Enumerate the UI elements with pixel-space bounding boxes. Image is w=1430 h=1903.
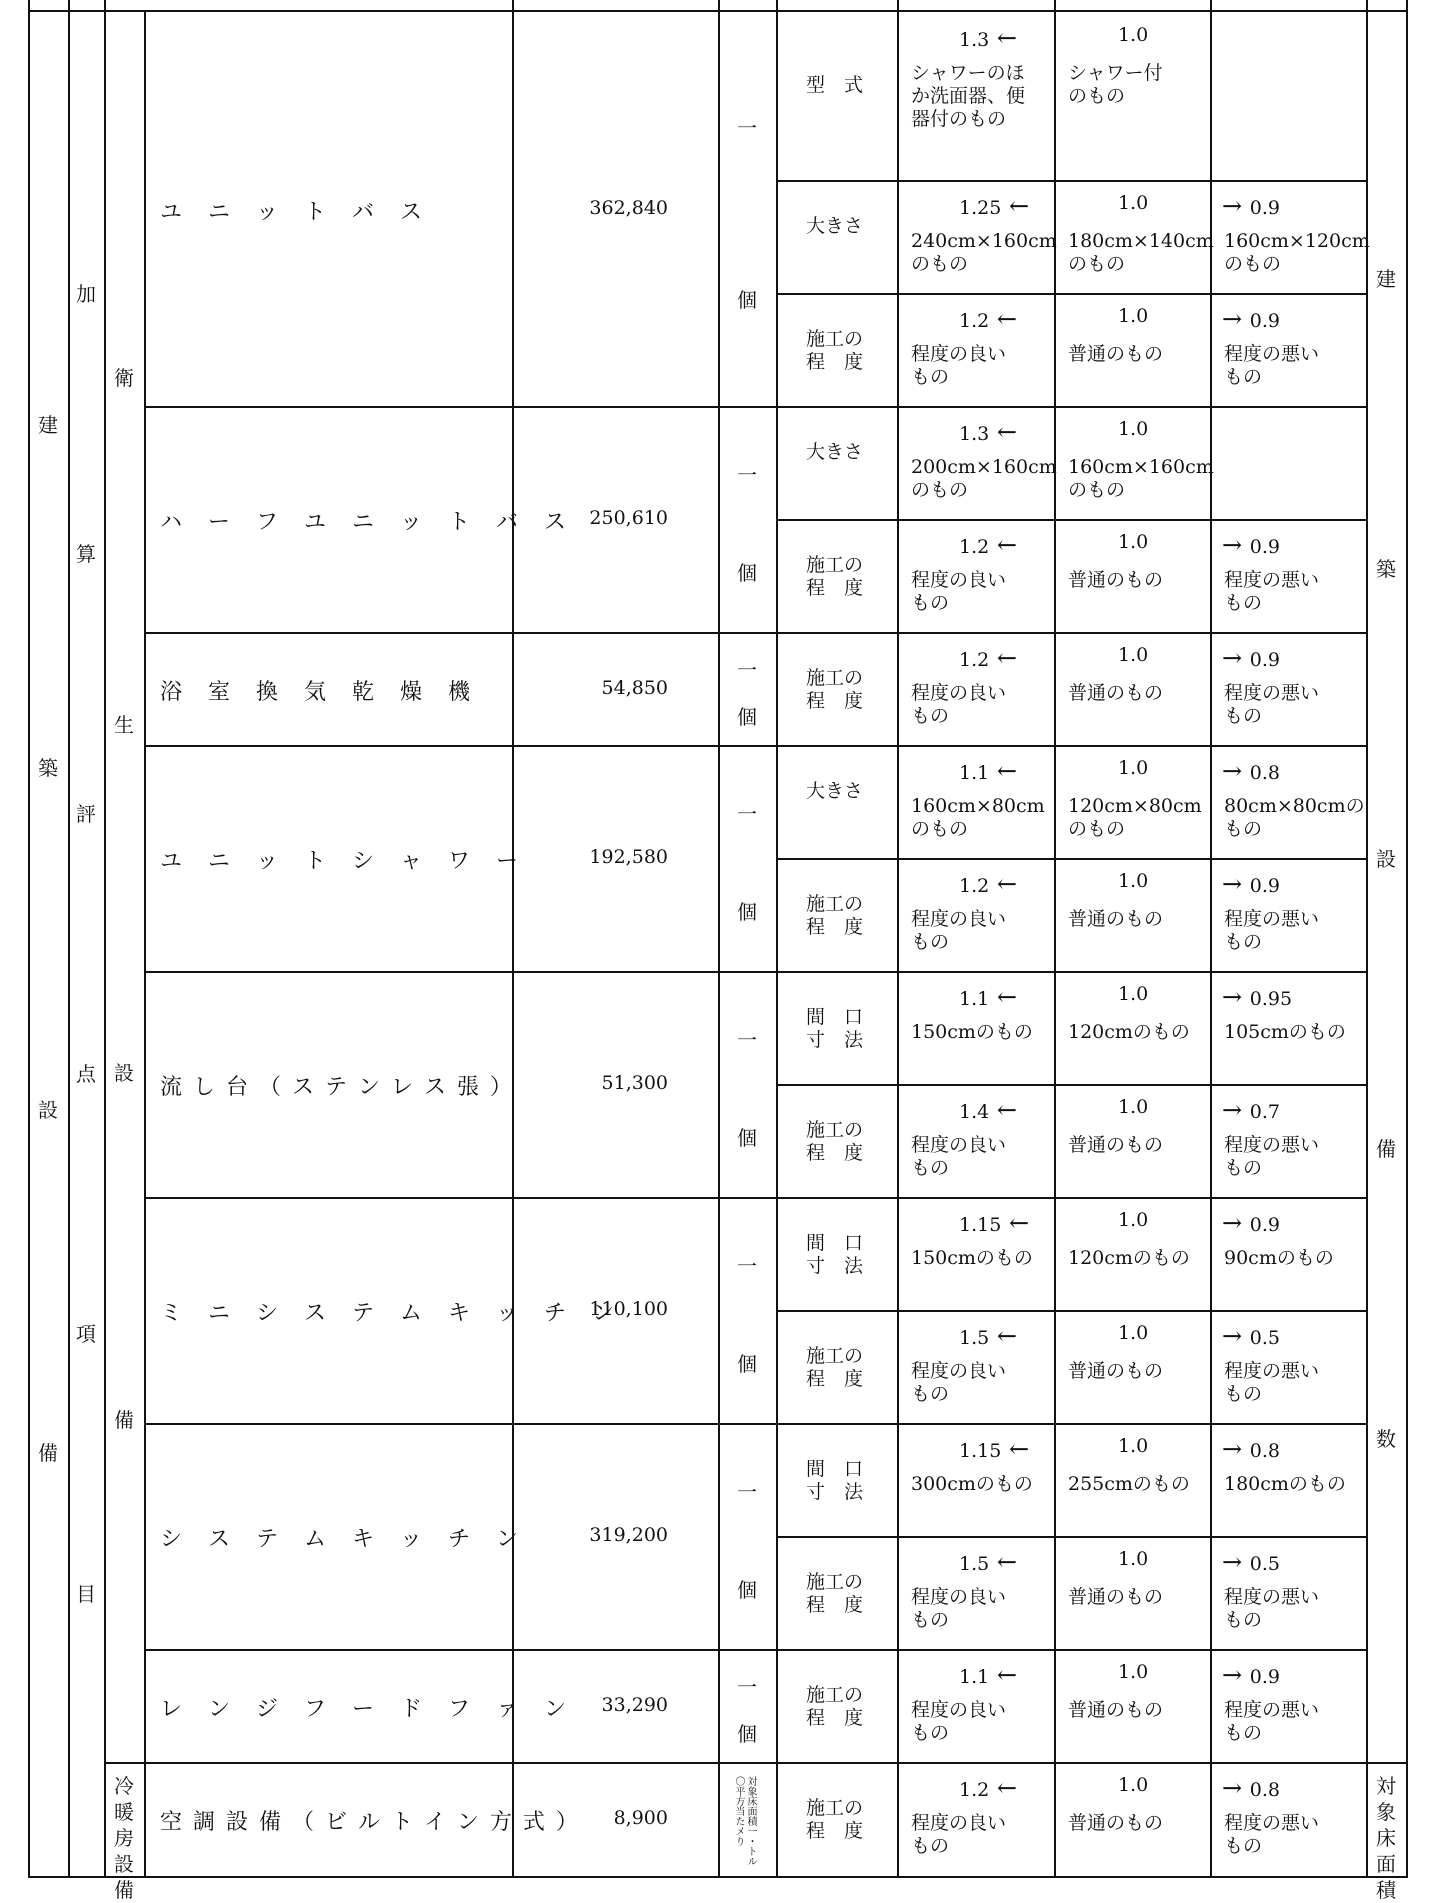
unit-basis-char: 象 [1376, 1800, 1396, 1824]
coef-low: → 0.7 [1222, 1096, 1280, 1124]
factor-label: 施工の 程 度 [806, 1570, 864, 1616]
mid-label-char: 点 [76, 1062, 96, 1086]
grid-line [776, 1310, 1368, 1312]
coef-high: 1.5 ← [959, 1548, 1017, 1576]
grid-line [776, 1084, 1368, 1086]
desc-standard: 普通のもの [1068, 1586, 1164, 1608]
desc-high: 程度の良い もの [911, 1699, 1007, 1744]
mid-label-char: 目 [76, 1582, 96, 1606]
desc-standard: 180cm×140cm のもの [1068, 230, 1214, 275]
grid-line [1054, 0, 1056, 12]
category-label-char: 設 [114, 1852, 134, 1876]
category-label-char: 設 [114, 1060, 134, 1085]
desc-low: 程度の悪い もの [1224, 682, 1320, 727]
unit-piece: 個 [737, 1351, 757, 1376]
factor-label: 大きさ [806, 779, 864, 802]
unit-one: 一 [737, 116, 757, 141]
unit-basis-char: 積 [1376, 1878, 1396, 1902]
coef-high: 1.1 ← [959, 983, 1017, 1011]
unit-one: 一 [737, 1028, 757, 1053]
coef-low: → 0.9 [1222, 192, 1280, 220]
item-price: 33,290 [601, 1693, 668, 1716]
category-label-char: 生 [114, 713, 134, 738]
desc-standard: 普通のもの [1068, 1699, 1164, 1721]
item-price: 362,840 [589, 197, 668, 219]
desc-standard: 普通のもの [1068, 682, 1164, 704]
coef-low: → 0.9 [1222, 1209, 1280, 1237]
desc-standard: 普通のもの [1068, 343, 1164, 365]
grid-line [104, 0, 106, 1878]
item-price: 110,100 [589, 1298, 668, 1320]
coef-low: → 0.8 [1222, 1435, 1280, 1463]
coef-low: → 0.9 [1222, 1661, 1280, 1689]
coef-standard: 1.0 [1118, 644, 1149, 666]
unit-one: 一 [737, 1480, 757, 1505]
outer-label-char: 建 [38, 413, 58, 438]
item-name: ユ ニ ッ ト バ ス [160, 200, 425, 225]
desc-high: 300cmのもの [911, 1473, 1033, 1495]
factor-label: 施工の 程 度 [806, 1118, 864, 1164]
outer-label-char: 設 [38, 1098, 58, 1123]
desc-high: 150cmのもの [911, 1021, 1033, 1043]
grid-line [144, 1423, 1368, 1425]
coef-high: 1.3 ← [959, 24, 1017, 52]
grid-line [776, 180, 1368, 182]
grid-line [1366, 1762, 1408, 1764]
unit-basis-char: 建 [1376, 267, 1396, 291]
factor-label: 施工の 程 度 [806, 1797, 864, 1842]
unit-basis-char: 築 [1376, 557, 1396, 581]
coef-high: 1.25 ← [959, 192, 1029, 220]
grid-line [1210, 12, 1212, 1876]
unit-piece: 個 [737, 1722, 757, 1747]
grid-line [144, 745, 1368, 747]
coef-high: 1.1 ← [959, 1661, 1017, 1689]
outer-label-char: 備 [38, 1440, 58, 1465]
coef-standard: 1.0 [1118, 531, 1149, 553]
desc-high: 160cm×80cm のもの [911, 795, 1045, 840]
category-label-char: 冷 [114, 1774, 134, 1798]
mid-label-char: 加 [76, 282, 96, 306]
desc-low: 80cm×80cmの もの [1224, 795, 1365, 840]
item-name: シ ス テ ム キ ッ チ ン [160, 1527, 521, 1552]
outer-label-char: 築 [38, 755, 58, 780]
item-price: 8,900 [613, 1807, 668, 1829]
desc-standard: 普通のもの [1068, 908, 1164, 930]
category-label-char: 衛 [114, 365, 134, 390]
desc-low: 程度の悪い もの [1224, 1360, 1320, 1405]
grid-line [1210, 0, 1212, 12]
factor-label: 施工の 程 度 [806, 327, 864, 373]
coef-high: 1.15 ← [959, 1209, 1029, 1237]
unit-one: 一 [737, 657, 757, 682]
coef-standard: 1.0 [1118, 757, 1149, 779]
unit-one: 一 [737, 1674, 757, 1699]
desc-high: 程度の良い もの [911, 569, 1007, 614]
desc-standard: シャワー付 のもの [1068, 62, 1163, 107]
desc-low: 程度の悪い もの [1224, 1812, 1320, 1857]
unit-piece: 個 [737, 560, 757, 585]
grid-line [897, 0, 899, 12]
factor-label: 間 口 寸 法 [806, 1005, 864, 1051]
grid-line [28, 0, 30, 1878]
unit-basis-char: 備 [1376, 1137, 1396, 1161]
unit-basis-char: 設 [1376, 847, 1396, 871]
coef-standard: 1.0 [1118, 24, 1149, 46]
coef-low: → 0.5 [1222, 1322, 1280, 1350]
unit-one: 一 [737, 463, 757, 488]
coef-high: 1.2 ← [959, 531, 1017, 559]
grid-line [1406, 0, 1408, 1878]
coef-standard: 1.0 [1118, 1774, 1149, 1796]
grid-line [776, 0, 778, 12]
coef-standard: 1.0 [1118, 1435, 1149, 1457]
desc-high: 程度の良い もの [911, 1360, 1007, 1405]
desc-standard: 普通のもの [1068, 569, 1164, 591]
grid-line [897, 12, 899, 1876]
coef-high: 1.3 ← [959, 418, 1017, 446]
coef-high: 1.2 ← [959, 644, 1017, 672]
desc-high: 240cm×160cm のもの [911, 230, 1057, 275]
factor-label: 施工の 程 度 [806, 666, 864, 712]
desc-high: 程度の良い もの [911, 908, 1007, 953]
item-price: 54,850 [601, 676, 668, 699]
coef-standard: 1.0 [1118, 870, 1149, 892]
coef-high: 1.5 ← [959, 1322, 1017, 1350]
desc-standard: 255cmのもの [1068, 1473, 1190, 1495]
desc-standard: 普通のもの [1068, 1134, 1164, 1156]
coef-low: → 0.9 [1222, 305, 1280, 333]
grid-line [144, 971, 1368, 973]
factor-label: 施工の 程 度 [806, 1683, 864, 1729]
item-price: 319,200 [589, 1524, 668, 1546]
mid-label-char: 評 [76, 802, 96, 826]
factor-label: 間 口 寸 法 [806, 1457, 864, 1503]
coef-high: 1.2 ← [959, 305, 1017, 333]
item-price: 51,300 [601, 1072, 668, 1094]
coef-low: → 0.8 [1222, 757, 1280, 785]
coef-high: 1.15 ← [959, 1435, 1029, 1463]
grid-line [776, 293, 1368, 295]
desc-standard: 普通のもの [1068, 1812, 1164, 1834]
mid-label-char: 項 [76, 1322, 96, 1346]
item-name: ユ ニ ッ ト シ ャ ワ ー [160, 849, 521, 874]
category-label-char: 暖 [114, 1800, 134, 1824]
desc-low: 程度の悪い もの [1224, 1586, 1320, 1631]
grid-line [144, 1876, 1368, 1878]
category-label-char: 備 [114, 1878, 134, 1902]
coef-high: 1.4 ← [959, 1096, 1017, 1124]
grid-line [1054, 12, 1056, 1876]
desc-low: 程度の悪い もの [1224, 1134, 1320, 1179]
desc-low: 90cmのもの [1224, 1247, 1334, 1269]
coef-standard: 1.0 [1118, 1661, 1149, 1683]
coef-low: → 0.8 [1222, 1774, 1280, 1802]
coef-standard: 1.0 [1118, 1209, 1149, 1231]
factor-label: 間 口 寸 法 [806, 1231, 864, 1277]
desc-high: 程度の良い もの [911, 1586, 1007, 1631]
coef-low: → 0.5 [1222, 1548, 1280, 1576]
coef-high: 1.2 ← [959, 870, 1017, 898]
factor-label: 施工の 程 度 [806, 553, 864, 599]
grid-line [776, 858, 1368, 860]
unit-piece: 個 [737, 287, 757, 312]
coef-high: 1.2 ← [959, 1774, 1017, 1802]
unit-one: 一 [737, 1254, 757, 1279]
factor-label: 大きさ [806, 214, 864, 237]
grid-line [144, 12, 146, 1876]
grid-line [718, 0, 720, 12]
desc-low: 程度の悪い もの [1224, 343, 1320, 388]
unit-basis-char: 対 [1376, 1774, 1396, 1798]
coef-high: 1.1 ← [959, 757, 1017, 785]
factor-label: 大きさ [806, 440, 864, 463]
desc-standard: 120cmのもの [1068, 1021, 1190, 1043]
unit-piece: 個 [737, 899, 757, 924]
coef-standard: 1.0 [1118, 418, 1149, 440]
item-price: 250,610 [589, 507, 668, 529]
coef-low: → 0.9 [1222, 531, 1280, 559]
grid-line [144, 1762, 1368, 1764]
unit-piece: 個 [737, 705, 757, 730]
grid-line [776, 519, 1368, 521]
coef-standard: 1.0 [1118, 305, 1149, 327]
factor-label: 施工の 程 度 [806, 1344, 864, 1390]
category-label-char: 備 [114, 1408, 134, 1433]
item-name: 浴 室 換 気 乾 燥 機 [160, 679, 473, 705]
item-name: 空 調 設 備 （ ビ ル ト イ ン 方 式 ） [160, 1810, 580, 1835]
grid-line [776, 1536, 1368, 1538]
desc-high: 程度の良い もの [911, 343, 1007, 388]
coef-low: → 0.9 [1222, 644, 1280, 672]
coef-low: → 0.9 [1222, 870, 1280, 898]
desc-high: 200cm×160cm のもの [911, 456, 1057, 501]
item-name: ミ ニ シ ス テ ム キ ッ チ ン [160, 1301, 617, 1326]
grid-line [144, 406, 1368, 408]
unit-small: 対象床面積一・トル〇平方当たメり [733, 1776, 756, 1866]
desc-high: 程度の良い もの [911, 1134, 1007, 1179]
desc-high: 程度の良い もの [911, 682, 1007, 727]
desc-high: 150cmのもの [911, 1247, 1033, 1269]
desc-standard: 160cm×160cm のもの [1068, 456, 1214, 501]
item-price: 192,580 [589, 846, 668, 868]
desc-low: 105cmのもの [1224, 1021, 1346, 1043]
desc-high: 程度の良い もの [911, 1812, 1007, 1857]
unit-basis-char: 面 [1376, 1852, 1396, 1876]
category-label-char: 房 [114, 1826, 134, 1850]
coef-standard: 1.0 [1118, 1096, 1149, 1118]
unit-basis-char: 数 [1376, 1427, 1396, 1451]
unit-one: 一 [737, 802, 757, 827]
grid-line [512, 12, 514, 1876]
unit-piece: 個 [737, 1125, 757, 1150]
desc-standard: 120cm×80cm のもの [1068, 795, 1202, 840]
grid-line [144, 1197, 1368, 1199]
desc-standard: 120cmのもの [1068, 1247, 1190, 1269]
grid-line [776, 12, 778, 1876]
factor-label: 型 式 [806, 74, 864, 96]
item-name: 流 し 台 （ ス テ ン レ ス 張 ） [160, 1075, 514, 1100]
desc-low: 程度の悪い もの [1224, 908, 1320, 953]
desc-standard: 普通のもの [1068, 1360, 1164, 1382]
mid-label-char: 算 [76, 542, 96, 566]
coef-standard: 1.0 [1118, 192, 1149, 214]
factor-label: 施工の 程 度 [806, 892, 864, 938]
grid-line [512, 0, 514, 12]
grid-line [144, 1649, 1368, 1651]
unit-piece: 個 [737, 1577, 757, 1602]
desc-low: 160cm×120cm のもの [1224, 230, 1370, 275]
desc-high: シャワーのほ か洗面器、便 器付のもの [911, 62, 1026, 130]
grid-line [104, 1762, 146, 1764]
item-name: レ ン ジ フ ー ド フ ァ ン [160, 1696, 569, 1722]
coef-standard: 1.0 [1118, 1322, 1149, 1344]
desc-low: 180cmのもの [1224, 1473, 1346, 1495]
coef-low: → 0.95 [1222, 983, 1292, 1011]
desc-low: 程度の悪い もの [1224, 1699, 1320, 1744]
grid-line [144, 632, 1368, 634]
desc-low: 程度の悪い もの [1224, 569, 1320, 614]
unit-basis-char: 床 [1376, 1826, 1396, 1850]
coef-standard: 1.0 [1118, 983, 1149, 1005]
coef-standard: 1.0 [1118, 1548, 1149, 1570]
item-name: ハ ー フ ユ ニ ッ ト バ ス [160, 510, 569, 535]
